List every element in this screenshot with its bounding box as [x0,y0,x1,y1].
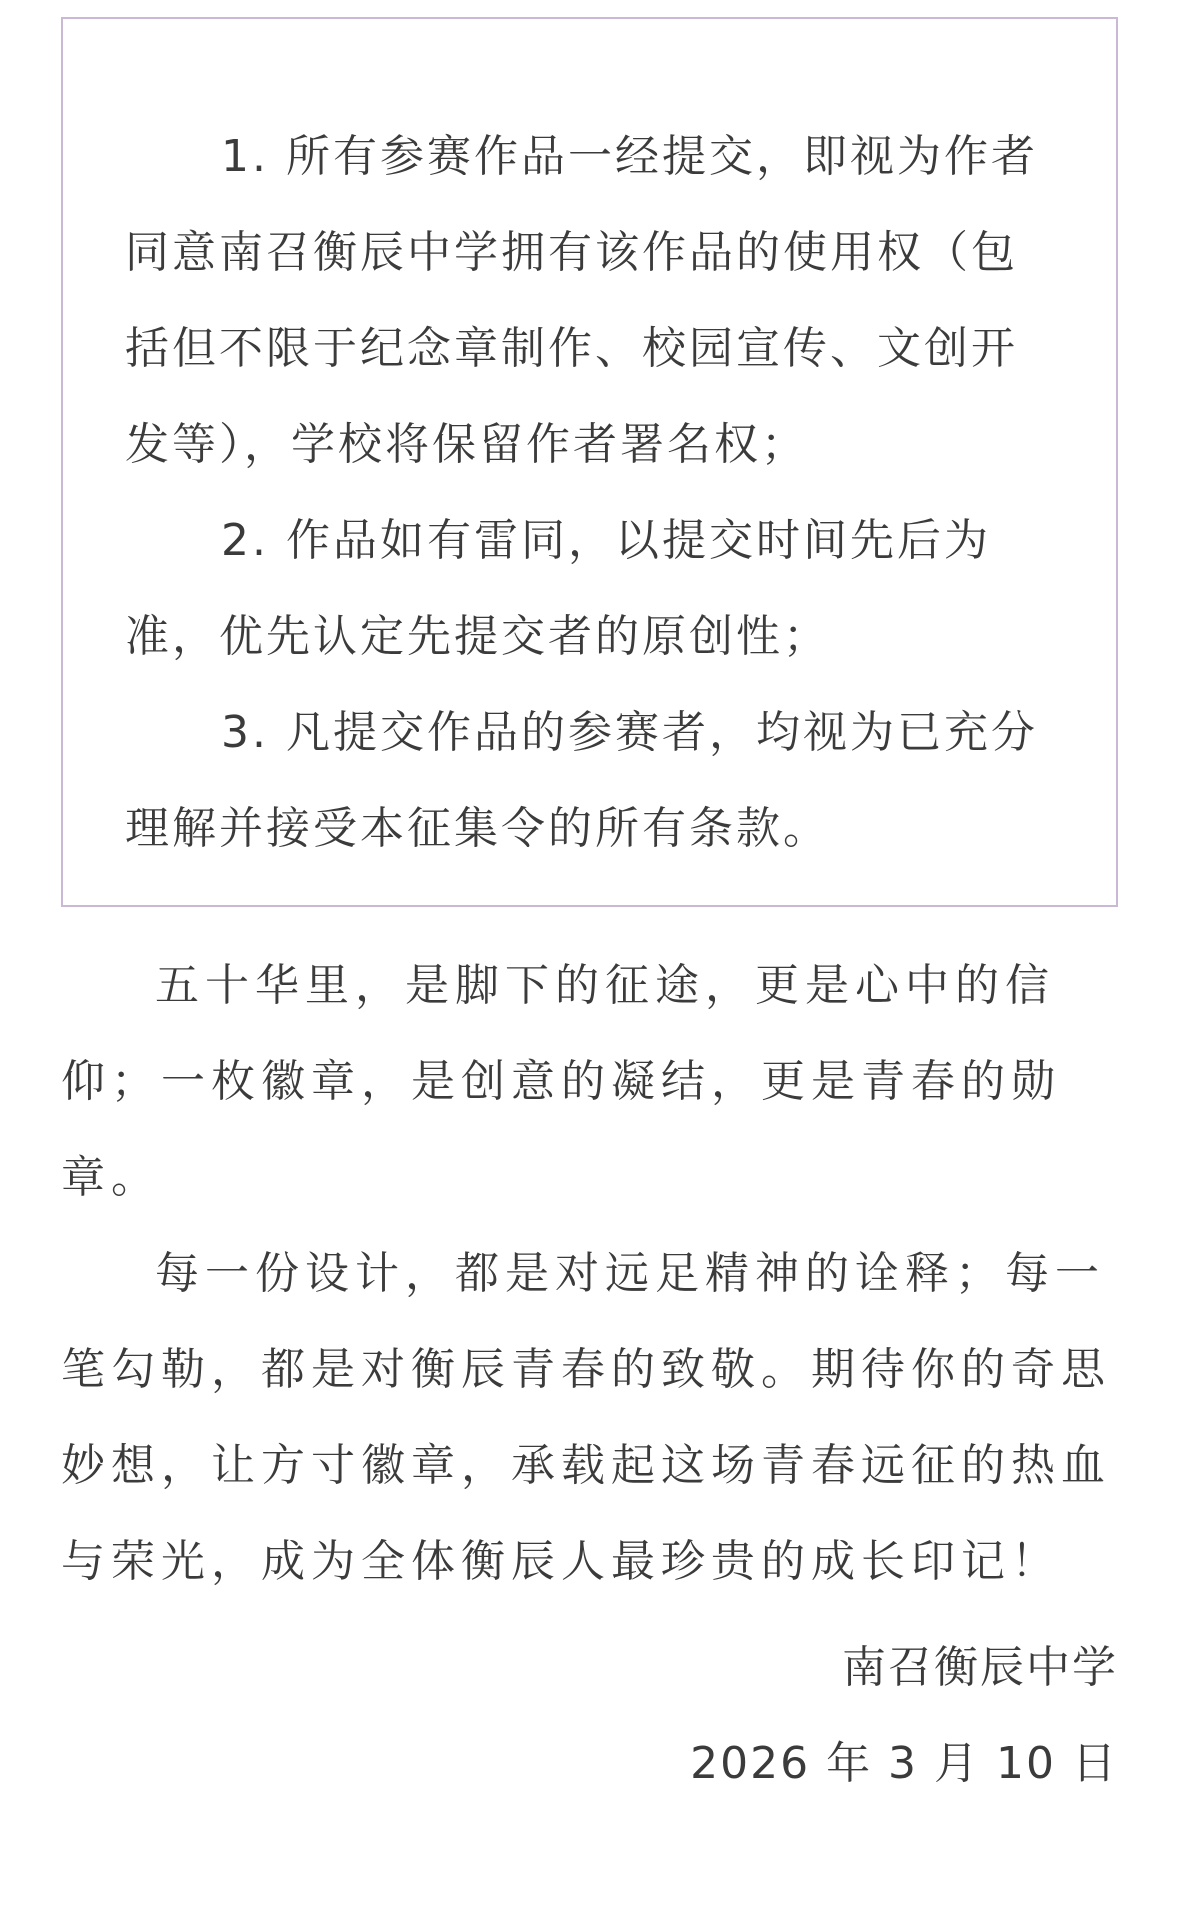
term-item-2: 2. 作品如有雷同，以提交时间先后为准，优先认定先提交者的原创性； [125,515,991,662]
term-item-3: 3. 凡提交作品的参赛者，均视为已充分理解并接受本征集令的所有条款。 [125,707,1038,854]
closing-text [61,938,1118,1610]
signature-block [690,1620,1118,1812]
terms-box [61,17,1118,907]
closing-paragraph-2: 每一份设计，都是对远足精神的诠释；每一笔勾勒，都是对衡辰青春的致敬。期待你的奇思妙想，让方寸徽章，承载起这场青春远征的热血与荣光，成为全体衡辰人最珍贵的成长印记！ [61,1248,1111,1587]
signature-date: 2026 年 3 月 10 日 [690,1738,1118,1789]
signature-school: 南召衡辰中学 [842,1642,1118,1693]
closing-paragraph-1: 五十华里，是脚下的征途，更是心中的信仰；一枚徽章，是创意的凝结，更是青春的勋章。 [61,960,1061,1203]
term-item-1: 1. 所有参赛作品一经提交，即视为作者同意南召衡辰中学拥有该作品的使用权（包括但不限于纪念章制作、校园宣传、文创开发等），学校将保留作者署名权； [125,131,1038,470]
